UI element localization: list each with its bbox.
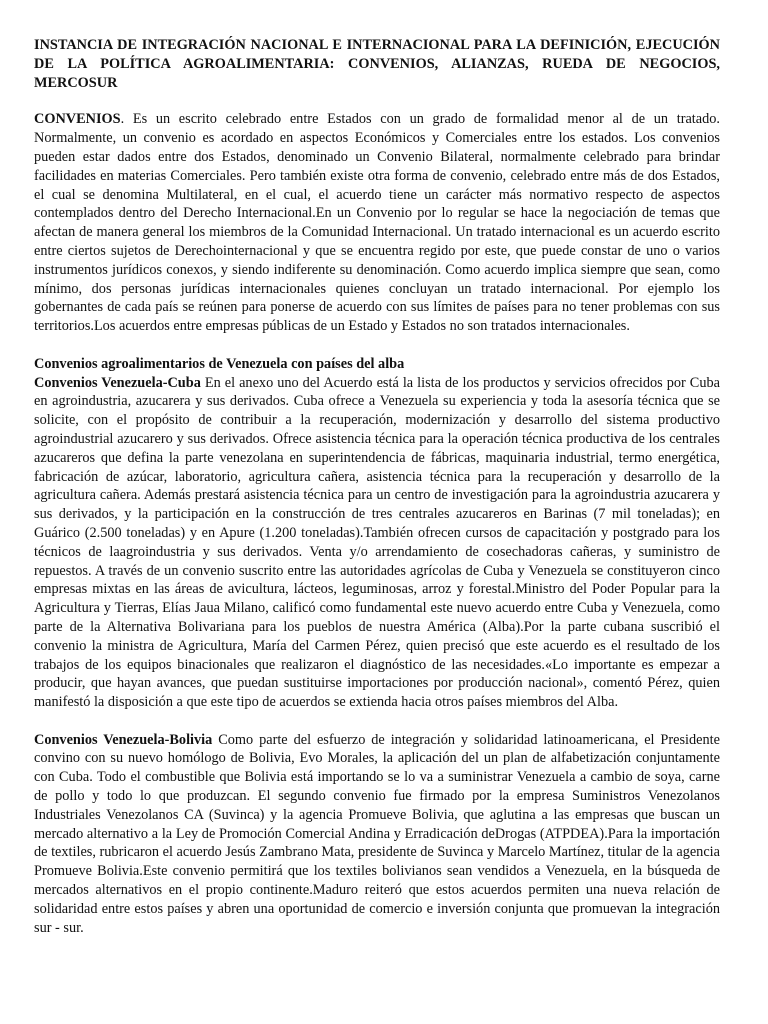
cuba-paragraph bbox=[34, 374, 720, 712]
document-title: INSTANCIA DE INTEGRACIÓN NACIONAL E INTERNACIONAL PARA LA DEFINICIÓN, EJECUCIÓN DE LA POLÍTICA AGROALIMENTARIA: CONVENIOS, ALIANZAS, RUEDA DE NEGOCIOS, MERCOSUR bbox=[34, 37, 720, 91]
cuba-text: En el anexo uno del Acuerdo está la lista de los productos y servicios ofrecidos por Cuba en agroindustria, azucarera y sus derivados. Cuba ofrece a Venezuela su experiencia y toda la asesoría técnica que se solicite, con el propósito de contribuir a la recuperación, modernización y desarrollo del sistema productivo agroindustrial azucarero y sus derivados. Ofrece asistencia técnica para la operación técnica productiva de los centrales azucareros que defina la parte venezolana en superintendencia de fábricas, maquinaria industrial, termo energética, fabricación de azúcar, laboratorio, agricultura cañera, asistencia técnica para la recuperación y desarrollo de la agricultura cañera. Además prestará asistencia técnica para un centro de investigación para la agroindustria azucarera y sus derivados, y la participación en la construcción de tres centrales azucareros en Barinas (7 mil toneladas); en Guárico (2.500 toneladas) y en Apure (1.200 toneladas).También ofrecen cursos de capacitación y postgrado para los técnicos de laagroindustria y sus derivados. Venta y/o arrendamiento de cosechadoras cañeras, y suministro de repuestos. A través de un convenio suscrito entre las autoridades agrícolas de Cuba y Venezuela se constituyeron cinco empresas mixtas en las áreas de avicultura, lácteos, leguminosas, arroz y forestal.Ministro del Poder Popular para la Agricultura y Tierras, Elías Jaua Milano, calificó como fundamental este nuevo acuerdo entre Cuba y Venezuela, como parte de la Alternativa Bolivariana para los pueblos de nuestra América (Alba).Por la parte cubana suscribió el convenio la ministra de Agricultura, María del Carmen Pérez, quien precisó que este acuerdo es el resultado de los trabajos de los equipos binacionales que realizaron el diagnóstico de las necesidades.«Lo importante es empezar a producir, que hayan avances, que puedan sustituirse importaciones por producción nacional», comentó Pérez, quien manifestó la disposición a que este tipo de acuerdos se extienda hacia otros países miembros del Alba. bbox=[34, 374, 720, 711]
spacer bbox=[34, 712, 720, 731]
bolivia-lead: Convenios Venezuela-Bolivia bbox=[34, 731, 213, 748]
convenios-lead: CONVENIOS bbox=[34, 111, 121, 128]
cuba-lead: Convenios Venezuela-Cuba bbox=[34, 374, 201, 391]
spacer bbox=[34, 336, 720, 355]
bolivia-text: Como parte del esfuerzo de integración y solidaridad latinoamericana, el Presidente convino con su nuevo homólogo de Bolivia, Evo Morales, la aplicación del un plan de alfabetización conjuntamente con Cuba. Todo el combustible que Bolivia está importando se lo va a suministrar Venezuela a cambio de soya, carne de pollo y todo lo que produzcan. El segundo convenio fue firmado por la empresa Suministros Venezolanos Industriales Venezolanos CA (Suvinca) y la agencia Promueve Bolivia, que aglutina a las empresas que buscan un mercado alternativo a la Ley de Promoción Comercial Andina y Erradicación deDrogas (ATPDEA).Para la importación de textiles, rubricaron el acuerdo Jesús Zambrano Mata, presidente de Suvinca y Marcelo Martínez, titular de la agencia Promueve Bolivia.Este convenio permitirá que los textiles bolivianos sean vendidos a Venezuela, en la búsqueda de mercados alternativos en el propio continente.Maduro reiteró que estos acuerdos permiten una nueva relación de solidaridad entre estos países y abren una oportunidad de comercio e inversión conjunta que promuevan la integración sur - sur. bbox=[34, 731, 720, 936]
bolivia-paragraph bbox=[34, 731, 720, 938]
document-page bbox=[34, 36, 720, 937]
convenios-paragraph bbox=[34, 110, 720, 336]
convenios-text: . Es un escrito celebrado entre Estados con un grado de formalidad menor al de un tratado. Normalmente, un convenio es acordado en aspectos Económicos y Comerciales entre los estados. Los convenios pueden estar dados entre dos Estados, denominado un Convenio Bilateral, normalmente celebrado para brindar facilidades en materias Comerciales. Pero también existe otra forma de convenio, celebrado entre más de dos Estados, el cual se denomina Multilateral, en el cual, el acuerdo tiene un carácter más normativo respecto de aspectos contemplados dentro del Derecho Internacional.En un Convenio por lo regular se hace la negociación de temas que afectan de manera general los miembros de la Comunidad Internacional. Un tratado internacional es un acuerdo escrito entre ciertos sujetos de Derechointernacional y que se encuentra regido por este, que puede constar de uno o varios instrumentos jurídicos conexos, y siendo indiferente su denominación. Como acuerdo implica siempre que sean, como mínimo, dos personas jurídicas internacionales quienes concluyan un tratado internacional. Por ejemplo los gobernantes de cada país se reúnen para ponerse de acuerdo con sus límites de países para no tener problemas con sus territorios.Los acuerdos entre empresas públicas de un Estado y Estados no son tratados internacionales. bbox=[34, 111, 720, 335]
alba-section-heading: Convenios agroalimentarios de Venezuela con países del alba bbox=[34, 355, 405, 372]
